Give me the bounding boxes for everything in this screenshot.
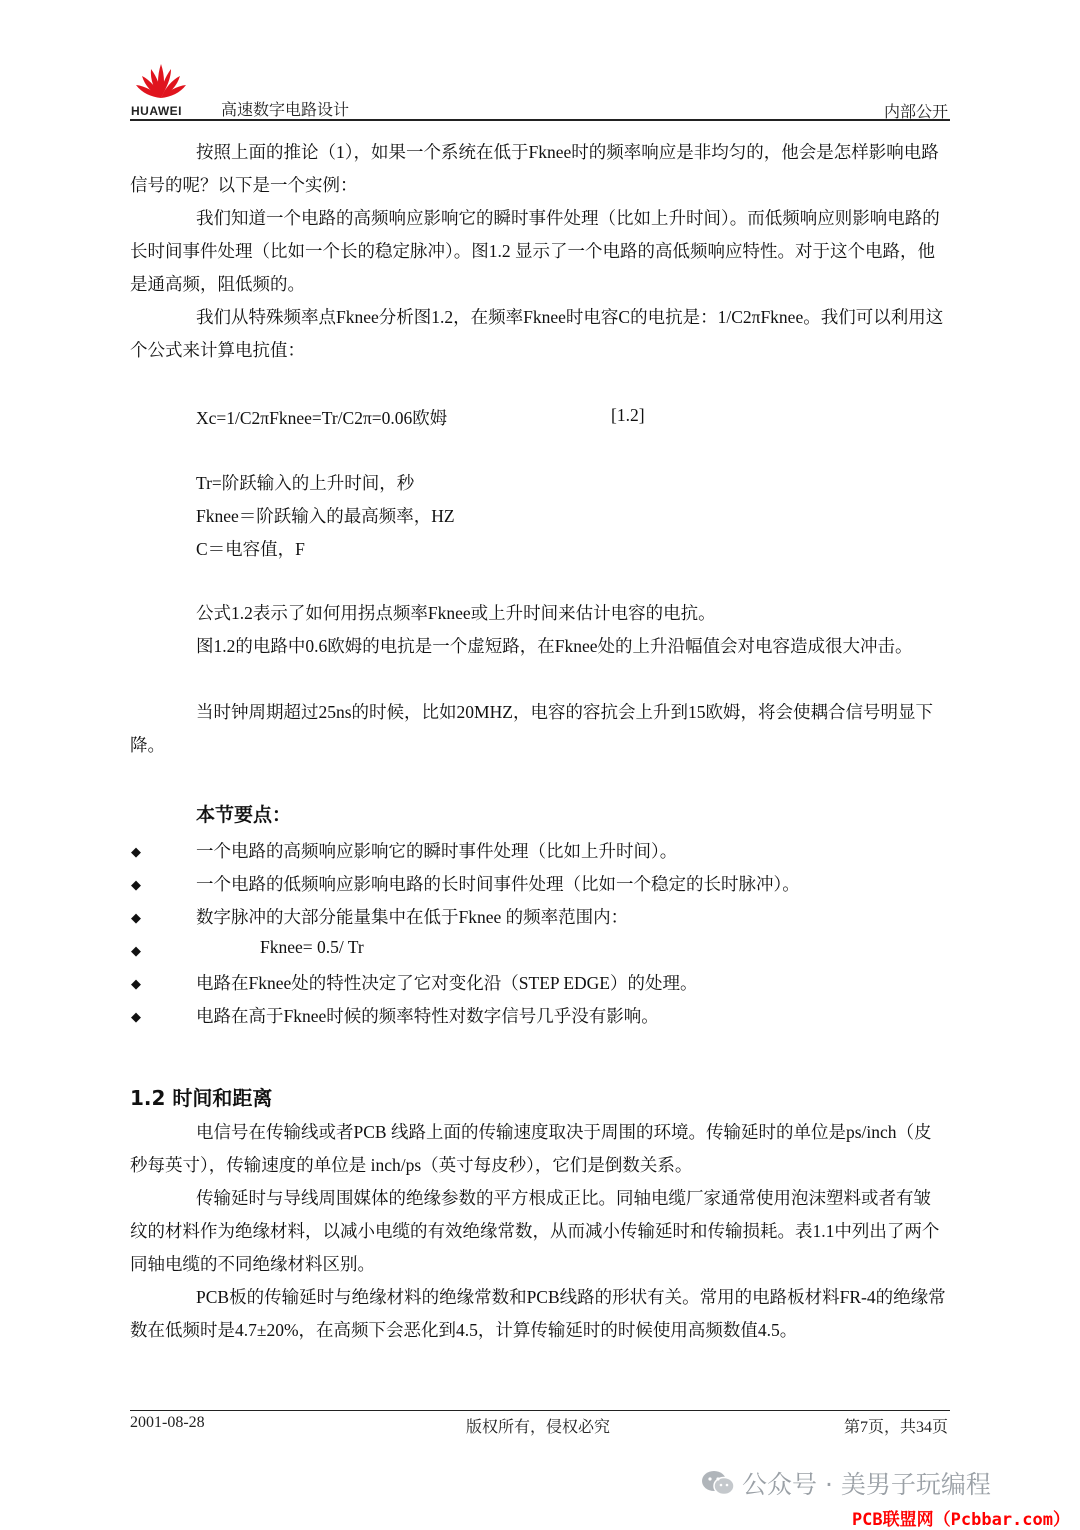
document-title: 高速数字电路设计 [221,102,350,119]
list-item: 电路在Fknee处的特性决定了它对变化沿（STEP EDGE）的处理。 [196,973,698,993]
paragraph-fknee-analysis: 我们从特殊频率点Fknee分析图1.2，在频率Fknee时电容C的电抗是：1/C2πFknee。我们可以利用这个公式来计算电抗值： [130,307,944,360]
bullet-icon: ◆ [131,976,141,991]
formula-number: [1.2] [611,405,645,425]
footer-copyright: 版权所有，侵权必究 [466,1419,611,1436]
paragraph-clock-period: 当时钟周期超过25ns的时候，比如20MHZ，电容的容抗会上升到15欧姆，将会使耦合信号明显下降。 [130,702,933,755]
classification-label: 内部公开 [883,104,948,121]
paragraph-pcb-delay: PCB板的传输延时与绝缘材料的绝缘常数和PCB线路的形状有关。常用的电路板材料FR-4的绝缘常数在低频时是4.7±20%，在高频下会恶化到4.5，计算传输延时的时候使用高频数值4.5。 [130,1287,946,1340]
bullet-icon: ◆ [131,1009,141,1024]
wechat-icon [700,1468,736,1498]
bullet-icon: ◆ [131,844,141,859]
brand-name: HUAWEI [131,104,182,118]
paragraph-dielectric: 传输延时与导线周围媒体的绝缘参数的平方根成正比。同轴电缆厂家通常使用泡沫塑料或者有皱纹的材料作为绝缘材料，以减小电缆的有效绝缘常数，从而减小传输延时和传输损耗。表1.1中列出了两个同轴电缆的不同绝缘材料区别。 [130,1188,940,1274]
section-heading: 1.2 时间和距离 [130,1086,273,1110]
bullet-icon: ◆ [131,943,141,958]
definition-c: C＝电容值，F [196,539,305,559]
paragraph-inference: 按照上面的推论（1），如果一个系统在低于Fknee时的频率响应是非均匀的，他会是怎样影响电路信号的呢？以下是一个实例： [130,142,939,195]
list-item: 数字脉冲的大部分能量集中在低于Fknee 的频率范围内： [196,907,629,927]
bullet-icon: ◆ [131,910,141,925]
key-points-title: 本节要点： [196,804,292,826]
footer-divider [130,1410,950,1411]
definition-fknee: Fknee＝阶跃输入的最高频率，HZ [196,506,455,526]
list-item: 一个电路的高频响应影响它的瞬时事件处理（比如上升时间）。 [196,841,678,861]
definition-tr: Tr=阶跃输入的上升时间，秒 [196,473,415,493]
list-item: Fknee= 0.5/ Tr [260,937,364,957]
list-item: 一个电路的低频响应影响电路的长时间事件处理（比如一个稳定的长时脉冲）。 [196,874,800,894]
formula: Xc=1/C2πFknee=Tr/C2π=0.06欧姆 [196,408,448,428]
paragraph-frequency-response: 我们知道一个电路的高频响应影响它的瞬时事件处理（比如上升时间）。而低频响应则影响电路的长时间事件处理（比如一个长的稳定脉冲）。图1.2 显示了一个电路的高低频响应特性。对于这个电路，他是通高频，阻低频的。 [130,208,940,294]
paragraph-propagation-speed: 电信号在传输线或者PCB 线路上面的传输速度取决于周围的环境。传输延时的单位是ps/inch（皮秒每英寸），传输速度的单位是 inch/ps（英寸每皮秒），它们是倒数关系。 [130,1122,932,1175]
list-item: 电路在高于Fknee时候的频率特性对数字信号几乎没有影响。 [196,1006,659,1026]
paragraph-formula-usage: 公式1.2表示了如何用拐点频率Fknee或上升时间来估计电容的电抗。 [196,603,716,623]
bullet-icon: ◆ [131,877,141,892]
header-divider [130,119,950,121]
site-watermark: PCB联盟网（Pcbbar.com） [851,1510,1070,1530]
paragraph-short-circuit: 图1.2的电路中0.6欧姆的电抗是一个虚短路，在Fknee处的上升沿幅值会对电容造成很大冲击。 [196,636,913,656]
footer-page-number: 第7页，共34页 [843,1419,948,1436]
wechat-watermark: 公众号 · 美男子玩编程 [742,1470,991,1499]
footer-date: 2001-08-28 [130,1414,205,1431]
